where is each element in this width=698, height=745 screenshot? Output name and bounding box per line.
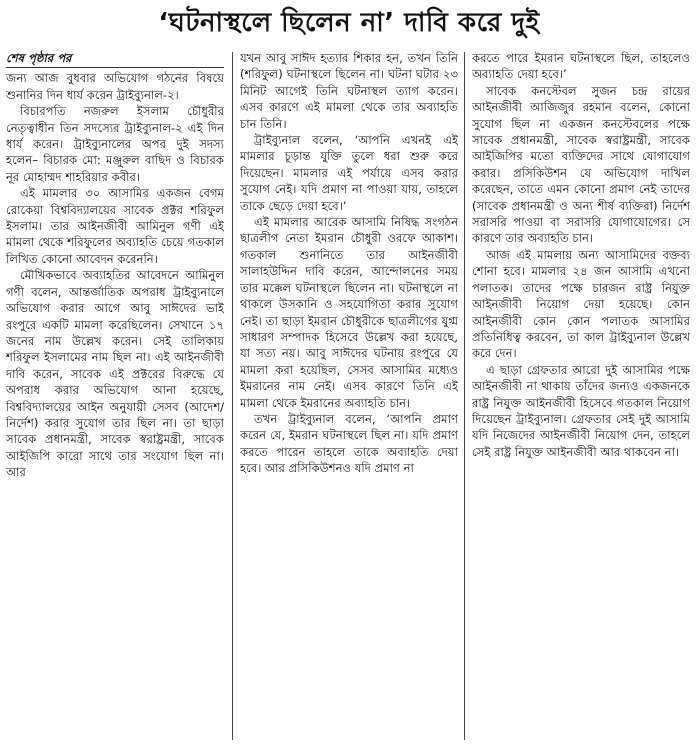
paragraph: জন্য আজ বুধবার অভিযোগ গঠনের বিষয়ে শুনানির দিন ধার্য করেন ট্রাইব্যুনাল-২। [6, 71, 224, 102]
column-divider [464, 52, 465, 740]
paragraph: আজ এই মামলায় অন্য আসামিদের বক্তব্য শোনা হবে। মামলার ২৪ জন আসামি এখনো পলাতক। তাদের পক্ষে চারজন রাষ্ট্র নিযুক্ত আইনজীবী নিয়োগ দেয়া হয়েছে। কোন আইনজীবী কোন কোন পলাতক আসামির প্রতিনিধিত্ব করবেন, তা কাল ট্রাইব্যুনাল উল্লেখ করে দেন। [472, 247, 690, 361]
article-column-3 [472, 50, 690, 742]
paragraph: তখন ট্রাইব্যুনাল বলেন, ‘আপনি প্রমাণ করেন যে, ইমরান ঘটনাস্থলে ছিল না। যদি প্রমাণ করতে পারেন তাহলে তাকে অব্যাহতি দেয়া হবে। আর প্রসিকিউশনও যদি প্রমাণ না [240, 411, 458, 476]
paragraph: এই মামলার ৩০ আসামির একজন বেগম রোকেয়া বিশ্ববিদ্যালয়ের সাবেক প্রক্টর শরিফুল ইসলাম। তার আইনজীবী আমিনুল গণী এই মামলা থেকে শরিফুলের অব্যাহতি চেয়ে গতকাল লিখিত কোনো আবেদন করেননি। [6, 186, 224, 266]
paragraph: যখন আবু সাঈদ হত্যার শিকার হন, তখন তিনি (শরিফুল) ঘটনাস্থলে ছিলেন না। ঘটনা ঘটার ২৩ মিনিট আগেই তিনি ঘটনাস্থল ত্যাগ করেন। এসব কারণে এই মামলা থেকে তার অব্যাহতি চান তিনি। [240, 51, 458, 131]
paragraph: মৌখিকভাবে অব্যাহতির আবেদনে আমিনুল গণী বলেন, আন্তর্জাতিক অপরাধ ট্রাইব্যুনালে অভিযোগ করার আগে আবু সাঈদের ভাই রংপুরে একটি মামলা করেছিলেন। সেখানে ১৭ জনের নাম উল্লেখ করেন। সেই তালিকায় শরিফুল ইসলামের নাম ছিল না। এই আইনজীবী দাবি করেন, সাবেক এই প্রক্টরের বিরুদ্ধে যে অপরাধ করার অভিযোগ আনা হয়েছে, বিশ্ববিদ্যালয়ের আইন অনুযায়ী সেসব (আদেশ/নির্দেশ) করার সুযোগ তার ছিল না। তা ছাড়া সাবেক প্রধানমন্ত্রী, সাবেক স্বরাষ্ট্রমন্ত্রী, সাবেক আইজিপি কারো সাথে তার সংযোগ ছিল না। আর [6, 268, 224, 480]
article-column-1 [6, 50, 224, 742]
paragraph: করতে পারে ইমরান ঘটনাস্থলে ছিল, তাহলেও অব্যাহতি দেয়া হবে।’ [472, 51, 690, 82]
article-column-2 [240, 50, 458, 742]
headline: ‘ঘটনাস্থলে ছিলেন না’ দাবি করে দুই [158, 8, 540, 38]
column-divider [232, 52, 233, 740]
paragraph: ট্রাইব্যুনাল বলেন, ‘আপনি এখনই এই মামলার চূড়ান্ত যুক্তি তুলে ধরা শুরু করে দিয়েছেন। মামলার এই পর্যায়ে এসব করার সুযোগ নেই। যদি প্রমাণ না পাওয়া যায়, তাহলে তাকে ছেড়ে দেয়া হবে।’ [240, 133, 458, 213]
paragraph: এই মামলার আরেক আসামি নিষিদ্ধ সংগঠন ছাত্রলীগ নেতা ইমরান চৌধুরী ওরফে আকাশ। গতকাল শুনানিতে তার আইনজীবী সালাহউদ্দিন দাবি করেন, আন্দোলনের সময় তার মক্কেল ঘটনাস্থলে ছিলেন না। ঘটনাস্থলে না থাকলে উসকানি ও সহযোগিতা করার সুযোগ নেই। তা ছাড়া ইমরান চৌধুরীকে ছাত্রলীগের যুগ্ম সাধারণ সম্পাদক হিসেবে উল্লেখ করা হয়েছে, যা সত্য নয়। আবু সাঈদের ঘটনায় রংপুরে যে মামলা করা হয়েছিল, সেসব আসামির মধ্যেও ইমরানের নাম নেই। এসব কারণে তিনি এই মামলা থেকে ইমরানের অব্যাহতি চান। [240, 215, 458, 410]
continued-from-label: শেষ পৃষ্ঠার পর [6, 50, 224, 68]
paragraph: সাবেক কনস্টেবল সুজন চন্দ্র রায়ের আইনজীবী আজিজুর রহমান বলেন, কোনো সুযোগ ছিল না একজন কনস্টেবলের পক্ষে সাবেক প্রধানমন্ত্রী, সাবেক স্বরাষ্ট্রমন্ত্রী, সাবেক আইজিপির মতো ব্যক্তিদের সাথে যোগাযোগ করার। প্রসিকিউশন যে অভিযোগ দাখিল করেছেন, তাতে এমন কোনো প্রমাণ নেই তাদের (সাবেক প্রধানমন্ত্রী ও অন্য শীর্ষ ব্যক্তিরা) নির্দেশ সরাসরি পাওয়া বা সরাসরি যোগাযোগের। সে কারণে তার অব্যাহতি চান। [472, 83, 690, 246]
paragraph: বিচারপতি নজরুল ইসলাম চৌধুরীর নেতৃত্বাধীন তিন সদস্যের ট্রাইব্যুনাল-২ এই দিন ধার্য করেন। ট্রাইব্যুনালের অপর দুই সদস্য হলেন– বিচারক মো: মঞ্জুরুল বাছিদ ও বিচারক নূর মোহাম্মদ শাহরিয়ার কবীর। [6, 104, 224, 184]
paragraph: এ ছাড়া গ্রেফতার আরো দুই আসামির পক্ষে আইনজীবী না থাকায় তাঁদের জন্যও একজনকে রাষ্ট্র নিযুক্ত আইনজীবী হিসেবে গতকাল নিয়োগ দিয়েছেন ট্রাইব্যুনাল। গ্রেফতার সেই দুই আসামি যদি নিজেদের আইনজীবী নিয়োগ দেন, তাহলে সেই রাষ্ট্র নিযুক্ত আইনজীবী আর থাকবেন না। [472, 362, 690, 459]
